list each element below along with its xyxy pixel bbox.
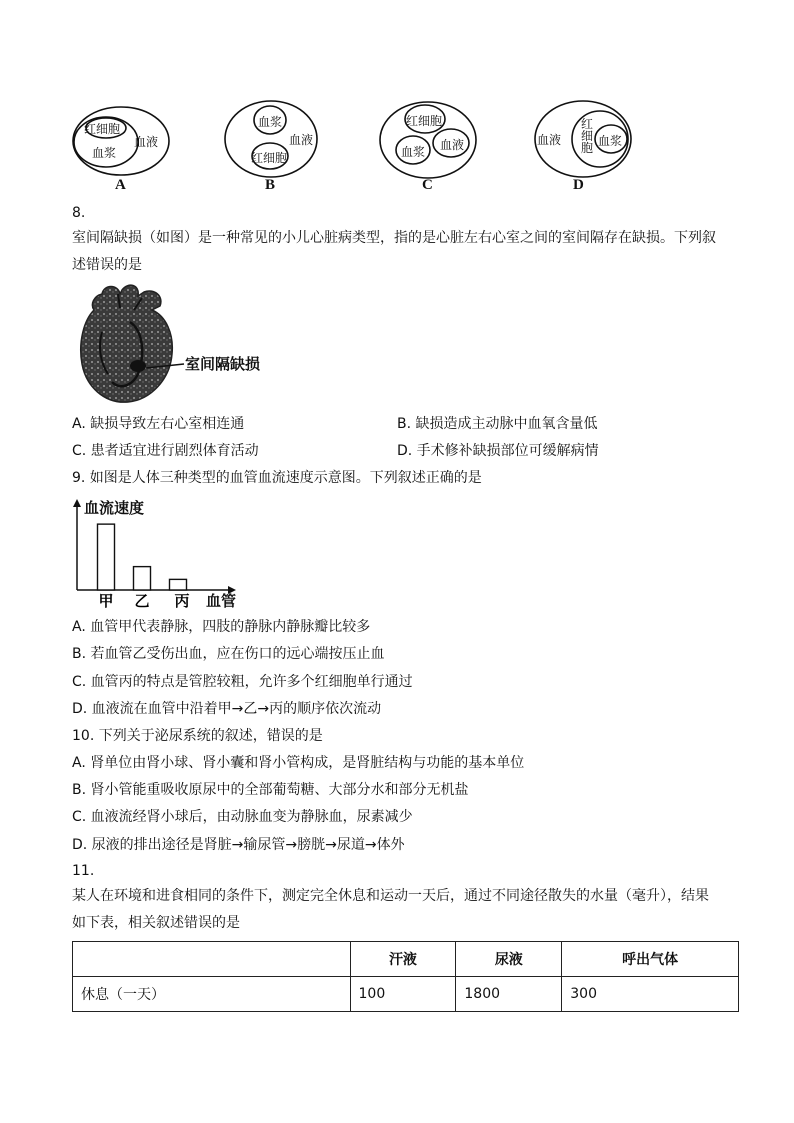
q8-option-c[interactable]: C. 患者适宜进行剧烈体育活动 bbox=[72, 443, 259, 459]
q8-option-a[interactable]: A. 缺损导致左右心室相连通 bbox=[72, 416, 245, 432]
venn-c-label: C bbox=[422, 177, 433, 193]
venn-c-red-cell: 红细胞 bbox=[406, 114, 443, 128]
q11-number: 11. bbox=[72, 863, 95, 879]
x-tick-label-2: 乙 bbox=[134, 592, 150, 610]
venn-b-label: B bbox=[265, 177, 276, 193]
q9-stem: 9. 如图是人体三种类型的血管血流速度示意图。下列叙述正确的是 bbox=[72, 470, 482, 486]
q10-option-c[interactable]: C. 血液流经肾小球后，由动脉血变为静脉血，尿素减少 bbox=[72, 809, 413, 825]
q8-number: 8. bbox=[72, 205, 86, 221]
venn-a-plasma: 血浆 bbox=[92, 146, 117, 160]
q8-stem-line1: 室间隔缺损（如图）是一种常见的小儿心脏病类型，指的是心脏左右心室之间的室间隔存在缺损。下列叙 bbox=[72, 230, 716, 246]
venn-c-blood: 血液 bbox=[440, 138, 465, 152]
chart-y-label: 血流速度 bbox=[84, 499, 145, 517]
venn-a-blood: 血液 bbox=[134, 135, 159, 149]
venn-b-red-cell: 红细胞 bbox=[251, 151, 288, 165]
q8-stem-line2: 述错误的是 bbox=[72, 257, 142, 273]
q10-stem: 10. 下列关于泌尿系统的叙述，错误的是 bbox=[72, 728, 323, 744]
x-tick-label-1: 甲 bbox=[98, 592, 114, 610]
x-tick-label-3: 丙 bbox=[174, 592, 190, 610]
q10-option-a[interactable]: A. 肾单位由肾小球、肾小囊和肾小管构成，是肾脏结构与功能的基本单位 bbox=[72, 755, 525, 771]
chart-x-label: 血管 bbox=[206, 592, 237, 610]
table-header-breath: 呼出气体 bbox=[562, 942, 739, 977]
q8-option-b[interactable]: B. 缺损造成主动脉中血氧含量低 bbox=[397, 416, 598, 432]
table-cell-breath: 300 bbox=[562, 977, 739, 1012]
table-cell-condition: 休息（一天） bbox=[73, 977, 351, 1012]
q9-option-b[interactable]: B. 若血管乙受伤出血，应在伤口的远心端按压止血 bbox=[72, 646, 385, 662]
table-row bbox=[73, 977, 739, 1012]
bar-3 bbox=[170, 579, 187, 590]
venn-b-plasma: 血浆 bbox=[258, 115, 283, 129]
water-loss-table bbox=[72, 941, 739, 1012]
q9-option-c[interactable]: C. 血管丙的特点是管腔较粗，允许多个红细胞单行通过 bbox=[72, 674, 413, 690]
venn-d-label: D bbox=[573, 177, 584, 193]
bar-2 bbox=[134, 567, 151, 590]
table-header-urine: 尿液 bbox=[456, 942, 562, 977]
venn-b-blood: 血液 bbox=[289, 133, 314, 147]
q11-stem-line2: 如下表，相关叙述错误的是 bbox=[72, 915, 240, 931]
q11-stem-line1: 某人在环境和进食相同的条件下，测定完全休息和运动一天后，通过不同途径散失的水量（毫升），结果 bbox=[72, 888, 709, 904]
q10-option-b[interactable]: B. 肾小管能重吸收原尿中的全部葡萄糖、大部分水和部分无机盐 bbox=[72, 782, 469, 798]
q10-option-d[interactable]: D. 尿液的排出途径是肾脏→输尿管→膀胱→尿道→体外 bbox=[72, 837, 405, 853]
venn-d-blood: 血液 bbox=[537, 133, 562, 147]
table-header-sweat: 汗液 bbox=[350, 942, 456, 977]
venn-d-plasma: 血浆 bbox=[598, 134, 623, 148]
venn-a-red-cell: 红细胞 bbox=[84, 122, 121, 136]
table-header-row bbox=[73, 942, 739, 977]
y-axis-arrow bbox=[73, 499, 81, 507]
venn-d-red-cell: 红 细 胞 bbox=[581, 117, 594, 155]
heart-illustration bbox=[72, 282, 192, 407]
table-cell-sweat: 100 bbox=[350, 977, 456, 1012]
q9-option-a[interactable]: A. 血管甲代表静脉，四肢的静脉内静脉瓣比较多 bbox=[72, 619, 371, 635]
q9-option-d[interactable]: D. 血液流在血管中沿着甲→乙→丙的顺序依次流动 bbox=[72, 701, 382, 717]
heart-figure-label: 室间隔缺损 bbox=[185, 355, 261, 373]
table-cell-urine: 1800 bbox=[456, 977, 562, 1012]
q8-option-d[interactable]: D. 手术修补缺损部位可缓解病情 bbox=[397, 443, 599, 459]
venn-a-label: A bbox=[115, 177, 126, 193]
venn-c-plasma: 血浆 bbox=[401, 145, 426, 159]
venn-diagrams bbox=[70, 95, 650, 205]
table-header-blank bbox=[73, 942, 351, 977]
bar-1 bbox=[98, 524, 115, 590]
